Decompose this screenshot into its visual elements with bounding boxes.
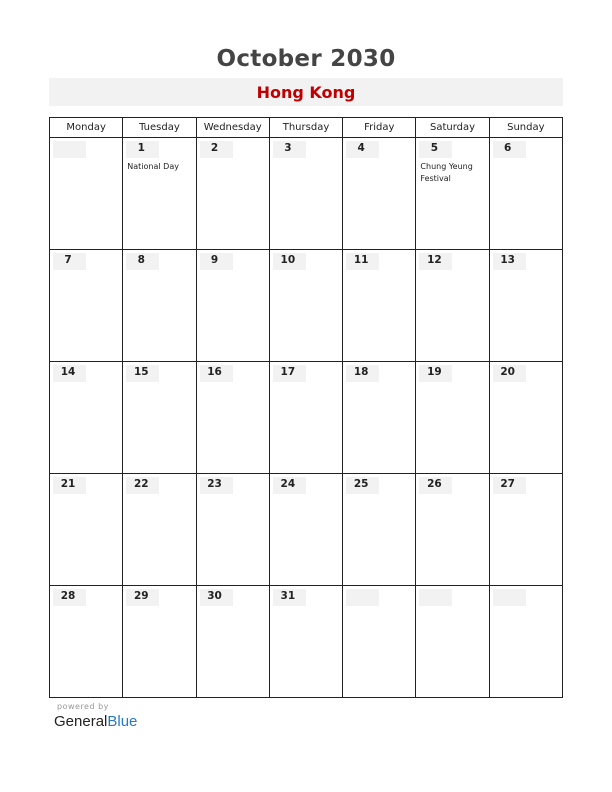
day-number: 31 xyxy=(280,590,296,602)
day-cell xyxy=(196,586,269,698)
day-number: 19 xyxy=(427,366,442,378)
day-cell xyxy=(343,250,416,362)
day-cell xyxy=(269,362,342,474)
day-cell xyxy=(489,474,562,586)
calendar-title: October 2030 xyxy=(216,46,396,72)
day-cell xyxy=(343,586,416,698)
day-cell xyxy=(196,250,269,362)
day-number: 27 xyxy=(500,478,515,490)
day-cell xyxy=(123,474,196,586)
day-number: 5 xyxy=(430,142,439,154)
day-cell xyxy=(50,474,123,586)
week-row xyxy=(50,362,563,474)
day-number: 25 xyxy=(353,478,369,490)
day-number: 23 xyxy=(207,478,222,490)
day-number: 22 xyxy=(133,478,149,490)
day-number: 28 xyxy=(60,590,76,602)
day-cell xyxy=(489,138,562,250)
day-cell xyxy=(416,474,489,586)
day-number: 30 xyxy=(207,590,222,602)
day-cell xyxy=(196,362,269,474)
weekday-sunday: Sunday xyxy=(489,118,562,138)
day-number: 13 xyxy=(500,254,515,266)
day-number: 10 xyxy=(280,254,296,266)
day-number-box xyxy=(419,589,452,606)
day-number: 24 xyxy=(280,478,296,490)
generalblue-logo[interactable] xyxy=(54,713,137,730)
day-number: 8 xyxy=(137,254,145,266)
day-number: 21 xyxy=(60,478,76,490)
week-row xyxy=(50,250,563,362)
day-cell xyxy=(489,586,562,698)
day-number: 2 xyxy=(210,142,219,154)
day-cell xyxy=(269,586,342,698)
day-cell xyxy=(343,138,416,250)
calendar-grid xyxy=(49,117,563,698)
day-number: 29 xyxy=(133,590,149,602)
day-number: 12 xyxy=(427,254,442,266)
day-cell xyxy=(196,474,269,586)
day-cell xyxy=(416,586,489,698)
day-number-box xyxy=(346,589,379,606)
day-cell xyxy=(416,362,489,474)
day-number: 9 xyxy=(210,254,219,266)
day-cell xyxy=(50,362,123,474)
day-number-box xyxy=(53,141,86,158)
day-number: 18 xyxy=(353,366,369,378)
weekday-thursday: Thursday xyxy=(269,118,342,138)
country-banner xyxy=(49,78,563,106)
day-number: 16 xyxy=(207,366,222,378)
day-number: 17 xyxy=(280,366,296,378)
weekday-tuesday: Tuesday xyxy=(123,118,196,138)
weekday-saturday: Saturday xyxy=(416,118,489,138)
week-row xyxy=(50,586,563,698)
week-row xyxy=(50,474,563,586)
powered-by-text: powered by xyxy=(57,702,109,711)
day-number: 11 xyxy=(353,254,369,266)
day-cell xyxy=(343,474,416,586)
day-number: 4 xyxy=(357,142,365,154)
country-name: Hong Kong xyxy=(256,83,356,102)
day-cell xyxy=(123,362,196,474)
day-number: 26 xyxy=(427,478,442,490)
day-cell xyxy=(343,362,416,474)
day-cell xyxy=(489,362,562,474)
day-cell xyxy=(50,250,123,362)
weekday-wednesday: Wednesday xyxy=(196,118,269,138)
day-number: 1 xyxy=(137,142,145,154)
weekday-header-row xyxy=(50,118,563,138)
weekday-friday: Friday xyxy=(343,118,416,138)
day-cell xyxy=(269,474,342,586)
brand-blue: Blue xyxy=(107,713,138,730)
day-cell xyxy=(123,250,196,362)
day-cell xyxy=(489,250,562,362)
day-cell xyxy=(123,138,196,250)
day-number: 3 xyxy=(284,142,292,154)
brand-general: General xyxy=(54,713,108,730)
holiday-label: Chung Yeung Festival xyxy=(420,162,473,183)
day-number: 14 xyxy=(60,366,76,378)
day-number: 20 xyxy=(500,366,515,378)
day-number: 7 xyxy=(64,254,72,266)
day-cell xyxy=(269,250,342,362)
day-number: 15 xyxy=(133,366,149,378)
day-cell xyxy=(416,138,489,250)
day-cell xyxy=(50,138,123,250)
weekday-monday: Monday xyxy=(50,118,123,138)
day-cell xyxy=(123,586,196,698)
week-row xyxy=(50,138,563,250)
day-number: 6 xyxy=(504,142,512,154)
day-cell xyxy=(196,138,269,250)
day-cell xyxy=(50,586,123,698)
holiday-label: National Day xyxy=(127,162,179,171)
day-cell xyxy=(416,250,489,362)
day-number-box xyxy=(493,589,526,606)
day-cell xyxy=(269,138,342,250)
